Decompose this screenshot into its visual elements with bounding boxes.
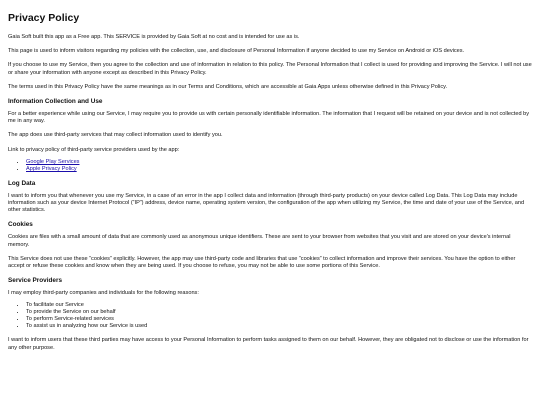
service-providers-closing-paragraph: I want to inform users that these third parties may have access to your Personal Information to perform tasks assigned to them on our behalf. However, they are obligated not to disclose or use the information for any other purpose. bbox=[8, 337, 529, 351]
section-heading-service-providers: Service Providers bbox=[8, 277, 62, 285]
info-collection-paragraph-2: The app does use third-party services that may collect information used to identify you. bbox=[8, 132, 223, 139]
list-item bbox=[26, 159, 532, 166]
list-item bbox=[26, 166, 532, 173]
list-item: • To perform Service-related services bbox=[26, 316, 532, 323]
cookies-paragraph-1: Cookies are files with a small amount of data that are commonly used as anonymous unique identifiers. These are sent to your browser from websites that you visit and are stored on your device's internal memory. bbox=[8, 234, 511, 248]
intro-paragraph-4: The terms used in this Privacy Policy have the same meanings as in our Terms and Conditions, which are accessible at Gaia Apps unless otherwise defined in this Privacy Policy. bbox=[8, 83, 448, 90]
service-providers-list bbox=[8, 302, 532, 330]
info-collection-paragraph-3: Link to privacy policy of third-party service providers used by the app: bbox=[8, 146, 180, 153]
list-item: • To assist us in analyzing how our Service is used bbox=[26, 323, 532, 330]
cookies-paragraph-2: This Service does not use these “cookies” explicitly. However, the app may use third-party code and libraries that use “cookies” to collect information and improve their services. You have the option to either accept or refuse these cookies and know when they are being used. If you choose to refuse, you may not be able to use some portions of this Service. bbox=[8, 255, 516, 270]
list-item: • To facilitate our Service bbox=[26, 302, 532, 309]
google-play-services-link[interactable]: Google Play Services bbox=[26, 158, 80, 165]
intro-paragraph-2: This page is used to inform visitors regarding my policies with the collection, use, and disclosure of Personal Information if anyone decided to use my Service on Android or iOS devices. bbox=[8, 48, 465, 55]
info-collection-paragraph-1: For a better experience while using our Service, I may require you to provide us with certain personally identifiable information. The information that I request will be retained on your device and is not collected by me in any way. bbox=[8, 111, 530, 125]
service-providers-paragraph: I may employ third-party companies and individuals for the following reasons: bbox=[8, 290, 199, 297]
section-heading-cookies: Cookies bbox=[8, 221, 33, 229]
apple-privacy-policy-link[interactable]: Apple Privacy Policy bbox=[26, 165, 77, 172]
log-data-paragraph: I want to inform you that whenever you use my Service, in a case of an error in the app I collect data and information (through third-party products) on your device called Log Data. This Log Data may include information such as your device Internet Protocol (“IP”) address, device name, operating system version, the configuration of the app when utilizing my Service, the time and date of your use of the Service, and other statistics. bbox=[8, 192, 525, 214]
section-heading-log-data: Log Data bbox=[8, 179, 36, 187]
intro-paragraph-1: Gaia Soft built this app as a Free app. This SERVICE is provided by Gaia Soft at no cost and is intended for use as is. bbox=[8, 34, 300, 40]
page-title: Privacy Policy bbox=[8, 12, 80, 24]
list-item: • To provide the Service on our behalf bbox=[26, 309, 532, 316]
intro-paragraph-3: If you choose to use my Service, then you agree to the collection and use of information in relation to this policy. The Personal Information that I collect is used for providing and improving the Service. I will not use or share your information with anyone except as described in this Privacy Policy. bbox=[8, 62, 532, 76]
section-heading-info-collection: Information Collection and Use bbox=[8, 98, 103, 106]
third-party-links-list bbox=[8, 159, 532, 173]
